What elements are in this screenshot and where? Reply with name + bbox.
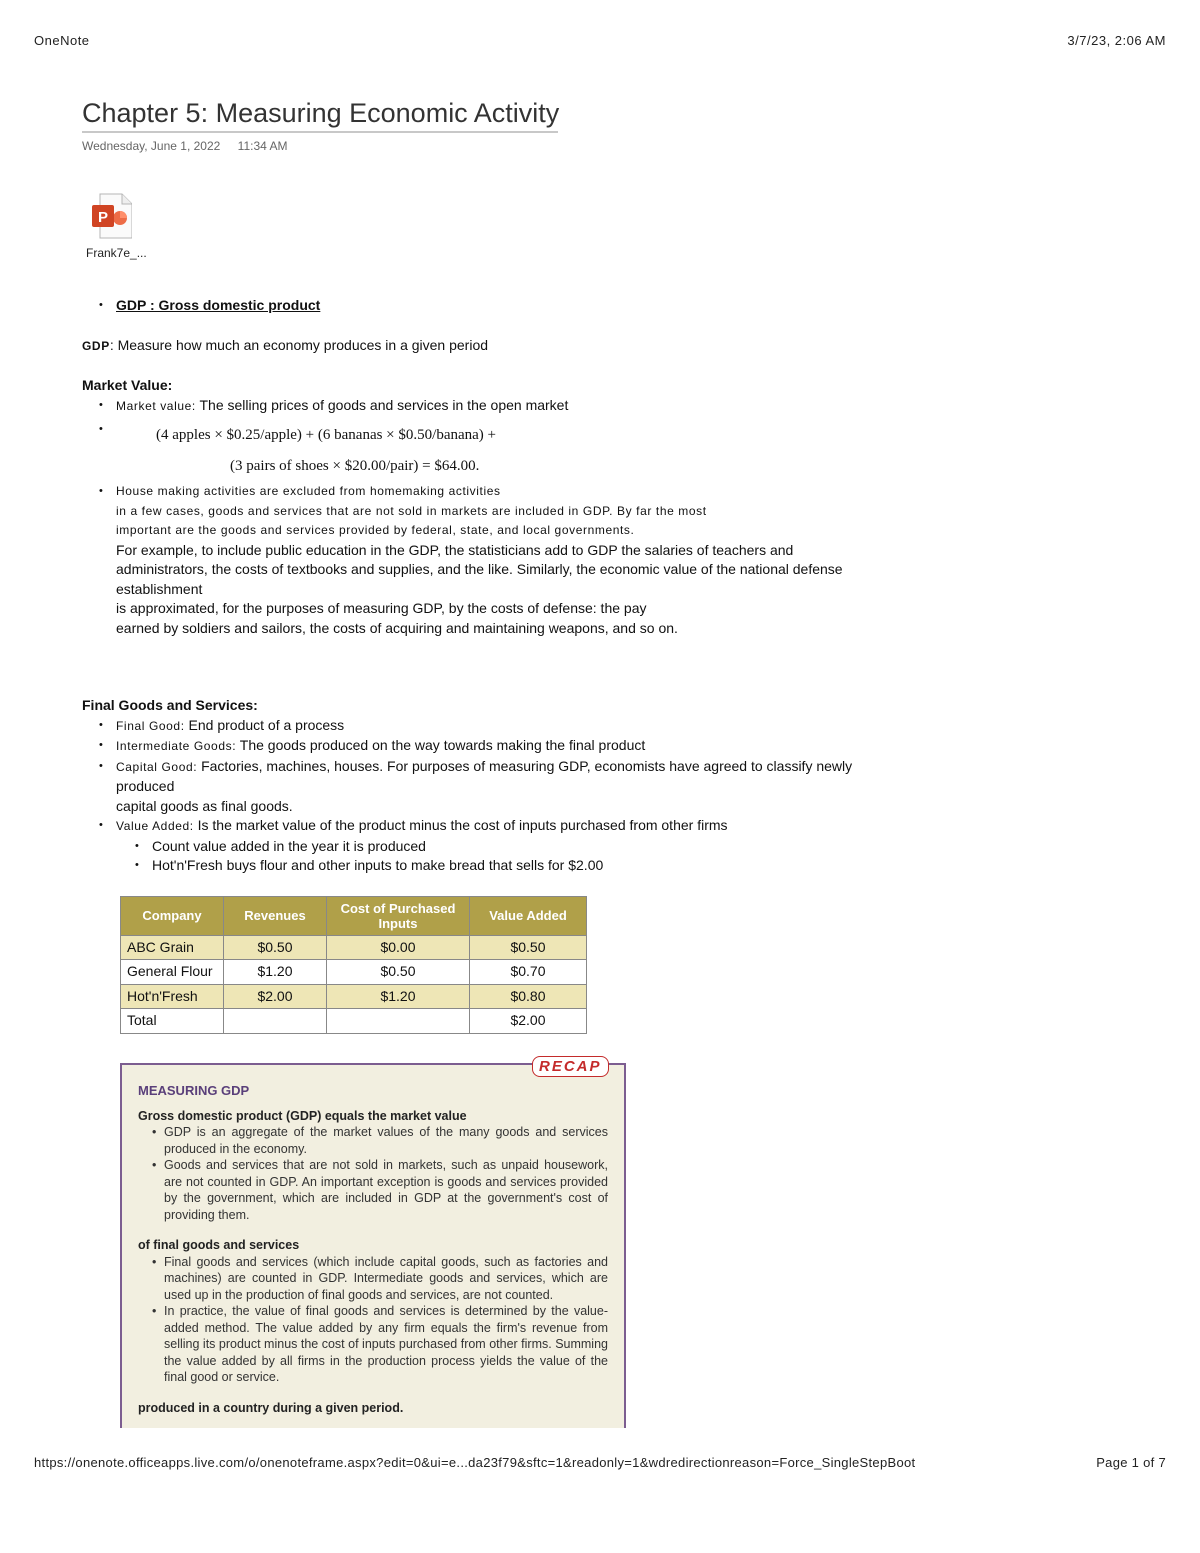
gdp-def-term: GDP — [82, 338, 110, 353]
final-good-term: Final Good: — [116, 718, 185, 733]
intermediate-goods-item — [116, 736, 942, 757]
table-cell: Total — [121, 1009, 224, 1034]
print-header-app: OneNote — [34, 33, 90, 48]
para-line-1: For example, to include public education in the GDP, the statisticians add to GDP the salaries of teachers and — [116, 541, 794, 558]
intermediate-goods-term: Intermediate Goods: — [116, 739, 237, 753]
final-goods-heading: Final Goods and Services: — [82, 697, 258, 713]
para-line-4: is approximated, for the purposes of measuring GDP, by the costs of defense: the pay — [116, 600, 647, 616]
para-line-5: earned by soldiers and sailors, the costs of acquiring and maintaining weapons, and so on. — [116, 619, 678, 636]
table-cell — [224, 1009, 327, 1034]
gdp-list-item — [116, 296, 942, 316]
recap-bullet: • Goods and services that are not sold in markets, such as unpaid housework, are not counted in GDP. An important exception is goods and services provided by the government, which are included in GDP at the government's cost of providing them. — [164, 1157, 608, 1223]
recap-bullet: • In practice, the value of final goods and services is determined by the value-added method. The value added by any firm equals the firm's revenue from selling its product minus the cost of inputs purchased from other firms. Summing the value added by all firms in the production process yields the value of the final good or service. — [164, 1303, 608, 1386]
house-making-item — [116, 482, 942, 638]
recap-bullet: • Final goods and services (which include capital goods, such as factories and machines) are counted in GDP. Intermediate goods and services, which are used up in the production of final goods and services, are not counted. — [164, 1254, 608, 1304]
table-cell: $0.50 — [327, 960, 470, 985]
table-cell: $2.00 — [224, 984, 327, 1009]
table-cell: Hot'n'Fresh — [121, 984, 224, 1009]
powerpoint-file-icon — [92, 192, 132, 240]
house-line: • House making activities are excluded from homemaking activities — [116, 484, 501, 498]
attachment[interactable] — [86, 192, 156, 260]
recap-box — [120, 1063, 626, 1428]
gdp-heading-link: GDP : Gross domestic product — [116, 297, 321, 313]
market-value-item — [116, 396, 942, 417]
recap-section-1-heading: Gross domestic product (GDP) equals the market value — [138, 1108, 467, 1123]
attachment-label: Frank7e_... — [86, 246, 147, 260]
table-header-cell: Cost of Purchased Inputs — [327, 896, 470, 935]
table-row — [121, 1009, 587, 1034]
table-header-cell: Revenues — [224, 896, 327, 935]
capital-good-term: Capital Good: — [116, 759, 198, 774]
capital-good-text-3: capital goods as final goods. — [116, 797, 293, 814]
table-cell — [327, 1009, 470, 1034]
print-header-datetime: 3/7/23, 2:06 AM — [1067, 33, 1166, 48]
gdp-definition: GDP: Measure how much an economy produces in a given period — [82, 336, 489, 353]
equation-line-2: (3 pairs of shoes × $20.00/pair) = $64.00. — [230, 458, 480, 474]
final-good-item — [116, 716, 942, 737]
equation-item — [116, 420, 942, 482]
page-title: Chapter 5: Measuring Economic Activity — [82, 98, 558, 133]
table-cell: $0.50 — [224, 935, 327, 960]
recap-tag: RECAP — [532, 1056, 609, 1077]
market-value-term: Market value: — [116, 398, 196, 413]
page-date-text: Wednesday, June 1, 2022 — [82, 139, 221, 153]
value-added-term: Value Added: — [116, 819, 194, 833]
print-footer-page: Page 1 of 7 — [1096, 1455, 1166, 1470]
value-added-item — [116, 816, 942, 876]
table-cell: $0.50 — [470, 935, 587, 960]
value-added-table — [120, 896, 587, 1034]
page-content — [82, 296, 942, 1034]
table-header-cell: Value Added — [470, 896, 587, 935]
table-cell: $1.20 — [327, 984, 470, 1009]
market-value-text: The selling prices of goods and services in the open market — [199, 396, 569, 413]
page-time-text: 11:34 AM — [237, 139, 288, 153]
value-added-sub-2: • Hot'n'Fresh buys flour and other inputs to make bread that sells for $2.00 — [152, 856, 942, 876]
market-value-heading: Market Value: — [82, 377, 173, 393]
print-footer-url: https://onenote.officeapps.live.com/o/onenoteframe.aspx?edit=0&ui=e...da23f79&sftc=1&readonly=1&wdredirectionreason=Force_SingleStepBoot — [34, 1455, 916, 1470]
table-cell: $0.70 — [470, 960, 587, 985]
table-row — [121, 984, 587, 1009]
svg-text:P: P — [97, 209, 109, 226]
capital-good-text: Factories, machines, houses. For purposes of measuring GDP, economists have agreed to classify newly — [201, 757, 853, 774]
table-cell: $1.20 — [224, 960, 327, 985]
recap-title: MEASURING GDP — [138, 1083, 250, 1098]
value-added-sub-1: • Count value added in the year it is produced — [152, 837, 942, 857]
table-row — [121, 935, 587, 960]
gdp-def-text: Measure how much an economy produces in a given period — [117, 336, 489, 353]
recap-bullet: • GDP is an aggregate of the market values of the many goods and services produced in the economy. — [164, 1124, 608, 1157]
para-line-3: establishment — [116, 580, 203, 597]
bold-line-1: in a few cases, goods and services that are not sold in markets are included in GDP. By far the most — [116, 503, 707, 518]
table-header-row — [121, 896, 587, 935]
capital-good-text-2: produced — [116, 778, 175, 794]
table-cell: ABC Grain — [121, 935, 224, 960]
para-line-2: administrators, the costs of textbooks and supplies, and the like. Similarly, the economic value of the national defense — [116, 561, 843, 577]
final-good-text: End product of a process — [188, 716, 345, 733]
table-cell: $2.00 — [470, 1009, 587, 1034]
table-header-cell: Company — [121, 896, 224, 935]
recap-section-3-heading: produced in a country during a given period. — [138, 1400, 404, 1415]
table-row — [121, 960, 587, 985]
capital-good-item — [116, 757, 942, 817]
recap-section-2-heading: of final goods and services — [138, 1238, 300, 1252]
table-cell: $0.80 — [470, 984, 587, 1009]
bold-line-2: important are the goods and services provided by federal, state, and local governments. — [116, 523, 635, 537]
intermediate-goods-text: The goods produced on the way towards making the final product — [239, 737, 646, 753]
table-cell: $0.00 — [327, 935, 470, 960]
equation-line-1: • (4 apples × $0.25/apple) + (6 bananas × $0.50/banana) + — [156, 427, 496, 443]
table-cell: General Flour — [121, 960, 224, 985]
page-date — [82, 139, 301, 153]
value-added-text: Is the market value of the product minus the cost of inputs purchased from other firms — [197, 817, 728, 833]
